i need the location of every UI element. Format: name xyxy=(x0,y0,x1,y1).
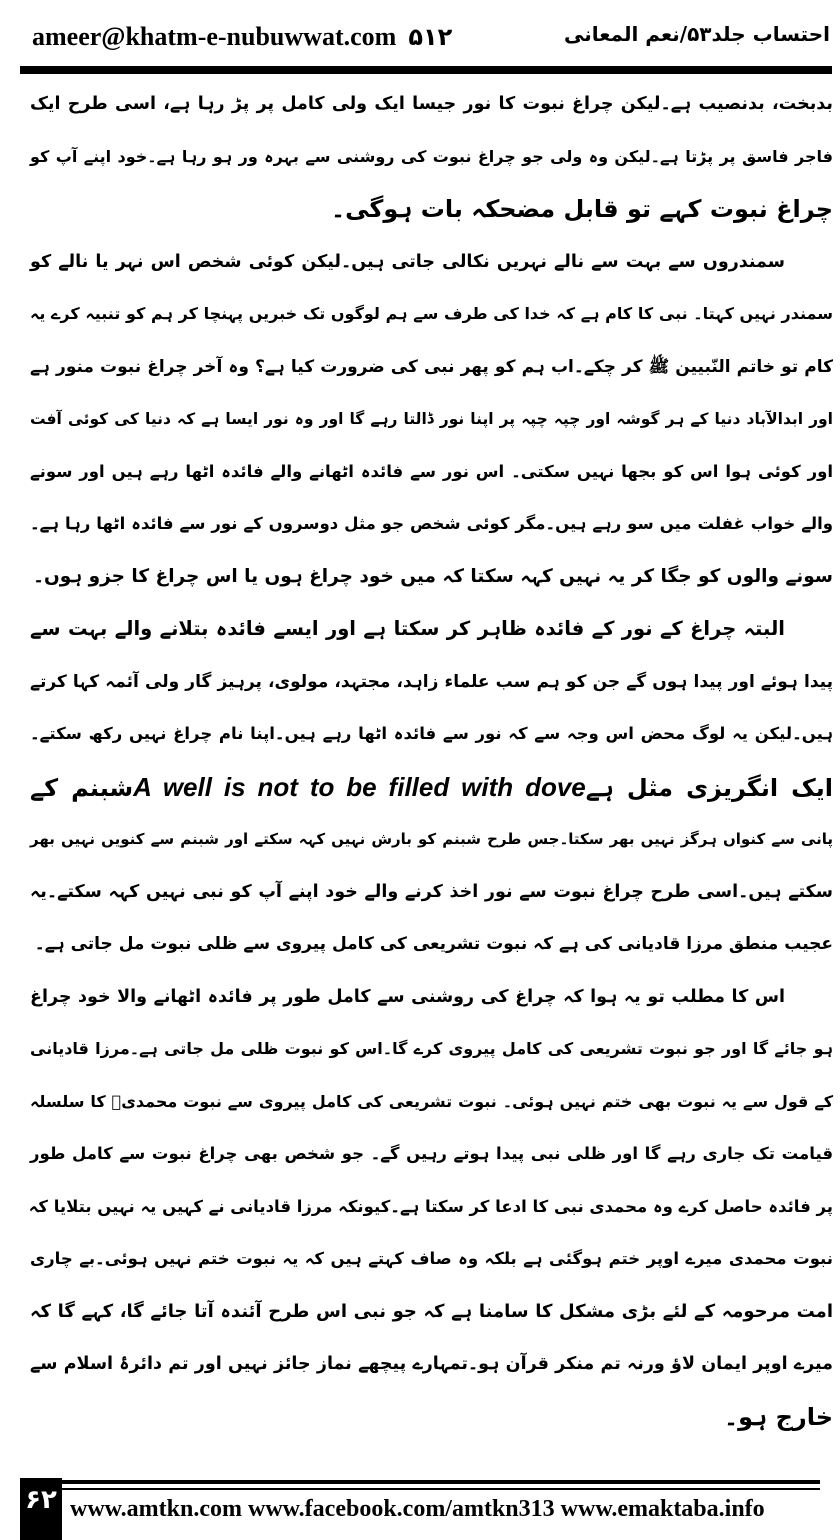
line-text: خارج ہو۔ xyxy=(724,1402,833,1431)
text-line xyxy=(30,393,833,446)
line-text: اور ابدالآباد دنیا کے ہر گوشہ اور چپہ چپہ پر اپنا نور ڈالتا رہے گا اور وہ نور ایسا ہے کہ دنیا کی کوئی آفت xyxy=(30,410,833,428)
line-text: چراغ نبوت کہے تو قابل مضحکہ بات ہوگی۔ xyxy=(331,195,833,223)
text-line xyxy=(30,761,833,814)
line-text: سونے والوں کو جگا کر یہ نہیں کہہ سکتا کہ میں خود چراغ ہوں یا اس چراغ کا جزو ہوں۔ xyxy=(33,565,833,587)
text-line xyxy=(30,866,833,919)
footer-rule-thin xyxy=(62,1488,820,1490)
text-line xyxy=(30,1023,833,1076)
text-line xyxy=(30,131,833,184)
line-text: البتہ چراغ کے نور کے فائدہ ظاہر کر سکتا ہے اور ایسے فائدہ بتلانے والے بہت سے xyxy=(30,617,785,640)
header-page-number: ۵۱۲ xyxy=(408,23,453,51)
text-line xyxy=(30,288,833,341)
line-text: نبوت محمدی میرے اوپر ختم ہوگئی ہے بلکہ وہ صاف کہتے ہیں کہ یہ نبوت ختم نہیں ہوئی۔بے چاری xyxy=(30,1249,833,1268)
text-line xyxy=(30,1391,833,1444)
text-line xyxy=(30,1338,833,1391)
line-text: اس کا مطلب تو یہ ہوا کہ چراغ کی روشنی سے کامل طور پر فائدہ اٹھانے والا خود چراغ xyxy=(30,986,785,1007)
line-text: ہیں۔لیکن یہ لوگ محض اس وجہ سے کہ نور سے فائدہ اٹھا رہے ہیں۔اپنا نام چراغ نہیں رکھ سکتے۔ xyxy=(30,724,833,743)
line-text-after: شبنم کے xyxy=(30,773,134,802)
line-text: پانی سے کنواں ہرگز نہیں بھر سکتا۔جس طرح شبنم کو بارش نہیں کہہ سکتے اور شبنم سے کنویں نہیں بھر xyxy=(30,830,833,848)
text-line xyxy=(30,1286,833,1339)
text-line xyxy=(30,1233,833,1286)
line-text: اور کوئی ہوا اس کو بجھا نہیں سکتی۔ اس نور سے فائدہ اٹھانے والے فائدہ اٹھا رہے ہیں اور سونے xyxy=(30,461,833,481)
footer-page-number: ۶۲ xyxy=(20,1478,62,1540)
text-line xyxy=(30,183,833,236)
header-rule xyxy=(20,66,832,74)
footer-links: www.amtkn.com www.facebook.com/amtkn313 www.emaktaba.info xyxy=(70,1496,765,1522)
header-book-title: احتساب جلد۵۳/نعم المعانی xyxy=(564,22,830,46)
line-text: سمندر نہیں کہتا۔ نبی کا کام ہے کہ خدا کی طرف سے ہم لوگوں تک خبریں پہنچا کر ہم کو تنبیہ کرے یہ xyxy=(30,304,833,323)
line-text: عجیب منطق مرزا قادیانی کی ہے کہ نبوت تشریعی کی کامل پیروی سے ظلی نبوت مل جاتی ہے۔ xyxy=(34,934,833,954)
line-text: پر فائدہ حاصل کرے وہ محمدی نبی کا ادعا کر سکتا ہے۔کیونکہ مرزا قادیانی نے کہیں یہ نہیں بتلایا کہ xyxy=(28,1196,833,1216)
english-quote: A well is not to be filled with dove xyxy=(133,771,586,802)
line-text: میرے اوپر ایمان لاؤ ورنہ تم منکر قرآن ہو۔تمہارے پیچھے نماز جائز نہیں اور تم دائرۂ اسلام سے xyxy=(30,1354,833,1374)
text-line xyxy=(30,918,833,971)
line-text: بدبخت، بدنصیب ہے۔لیکن چراغ نبوت کا نور جیسا ایک ولی کامل پر پڑ رہا ہے، اسی طرح ایک xyxy=(30,94,833,114)
line-text: فاجر فاسق پر پڑتا ہے۔لیکن وہ ولی جو چراغ نبوت کی روشنی سے بہرہ ور ہو رہا ہے۔خود اپنے آپ کو xyxy=(30,146,833,166)
text-line xyxy=(30,813,833,866)
text-line xyxy=(30,78,833,131)
text-line xyxy=(30,656,833,709)
line-text: کے قول سے یہ نبوت بھی ختم نہیں ہوئی۔ نبوت تشریعی کی کامل پیروی سے نبوت محمدیؐ کا سلسلہ xyxy=(30,1091,833,1111)
text-line xyxy=(30,446,833,499)
header-email xyxy=(32,22,452,52)
line-text: امت مرحومہ کے لئے بڑی مشکل کا سامنا ہے کہ جو نبی اس طرح آئندہ آتا جائے گا، کہے گا کہ xyxy=(30,1300,833,1322)
text-line xyxy=(30,236,833,289)
footer-rule xyxy=(62,1480,820,1484)
text-line xyxy=(30,1076,833,1129)
text-line xyxy=(30,708,833,761)
text-line xyxy=(30,1181,833,1234)
line-text: سمندروں سے بہت سے نالے نہریں نکالی جاتی ہیں۔لیکن کوئی شخص اس نہر یا نالے کو xyxy=(30,251,785,272)
text-line xyxy=(30,971,833,1024)
text-line xyxy=(30,498,833,551)
line-text: پیدا ہوئے اور پیدا ہوں گے جن کو ہم سب علماء زاہد، مجتہد، مولوی، پرہیز گار ولی آئمہ کہا کرتے xyxy=(30,671,833,692)
page-body xyxy=(30,78,833,1443)
line-text: ایک انگریزی مثل ہے xyxy=(585,773,833,802)
text-line xyxy=(30,1128,833,1181)
line-text: والے خواب غفلت میں سو رہے ہیں۔مگر کوئی شخص جو مثل دوسروں کے نور سے فائدہ اٹھا رہا ہے۔ xyxy=(30,514,833,533)
header-email-text: ameer@khatm-e-nubuwwat.com xyxy=(32,22,397,51)
line-text: کام تو خاتم النّبیین ﷺ کر چکے۔اب ہم کو پھر نبی کی ضرورت کیا ہے؟ وہ آخر چراغ نبوت منور ہے xyxy=(30,356,833,377)
text-line xyxy=(30,603,833,656)
text-line xyxy=(30,341,833,394)
line-text: ہو جائے گا اور جو نبوت تشریعی کی کامل پیروی کرے گا۔اس کو نبوت ظلی مل جاتی ہے۔مرزا قادیانی xyxy=(30,1039,833,1058)
line-text: سکتے ہیں۔اسی طرح چراغ نبوت سے نور اخذ کرنے والے خود اپنے آپ کو نبی نہیں کہہ سکتے۔یہ xyxy=(30,881,833,902)
text-line xyxy=(30,551,833,604)
line-text: قیامت تک جاری رہے گا اور ظلی نبی پیدا ہوتے رہیں گے۔ جو شخص بھی چراغ نبوت سے کامل طور xyxy=(30,1144,833,1163)
